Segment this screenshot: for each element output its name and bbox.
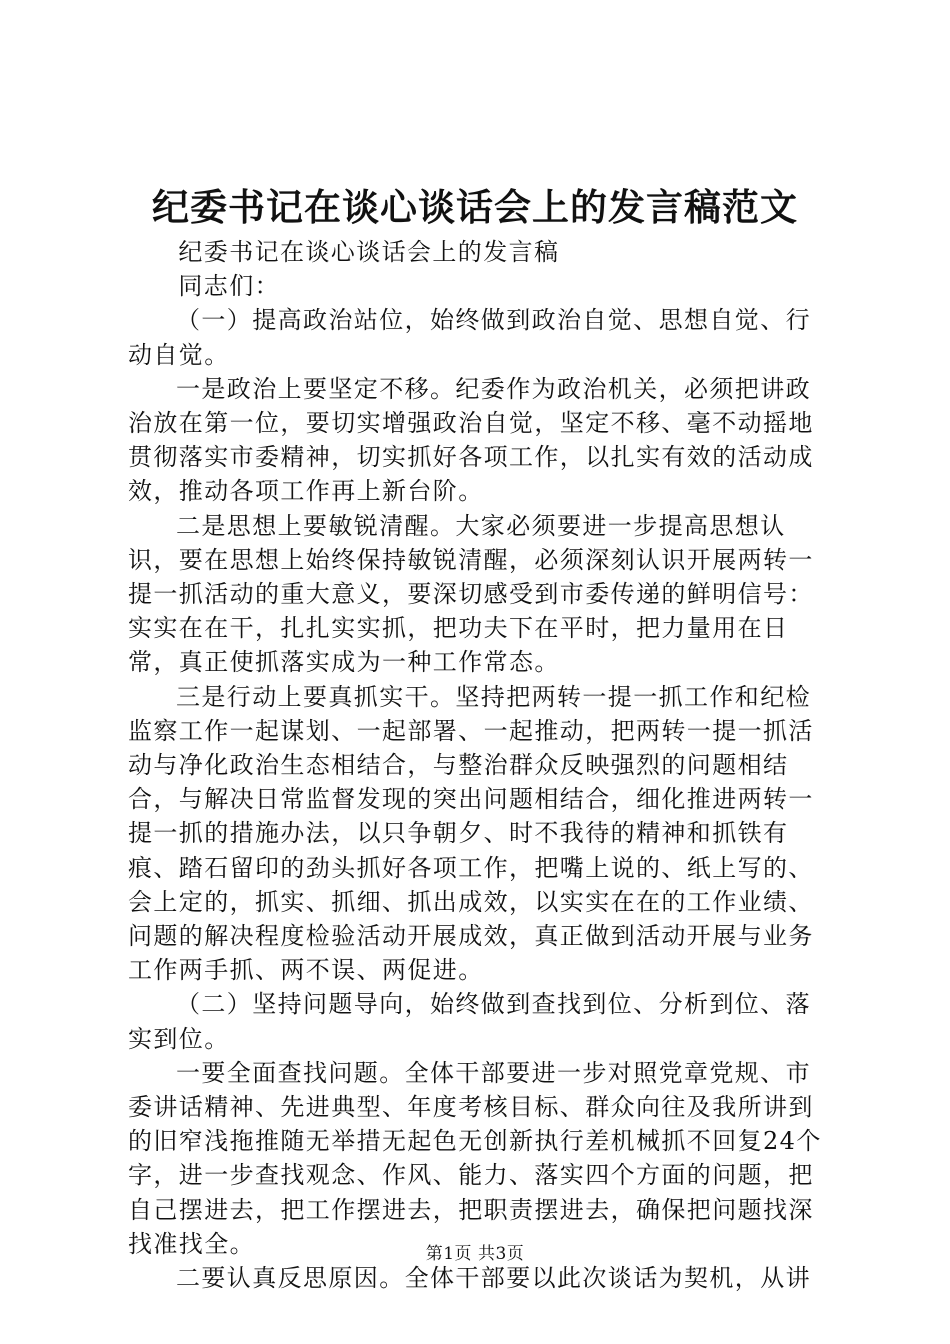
page-footer: 第1页 共3页 bbox=[425, 1244, 525, 1264]
paragraph-reflect-causes: 二要认真反思原因。全体干部要以此次谈话为契机，从讲 bbox=[176, 1264, 811, 1293]
salutation: 同志们： bbox=[178, 272, 280, 301]
document-title: 纪委书记在谈心谈话会上的发言稿范文 bbox=[152, 186, 798, 229]
section-heading-1: （一）提高政治站位，始终做到政治自觉、思想自觉、行动自觉。 bbox=[128, 306, 811, 369]
paragraph-action: 三是行动上要真抓实干。坚持把两转一提一抓工作和纪检监察工作一起谋划、一起部署、一起推动，把两转一提一抓活动与净化政治生态相结合，与整治群众反映强烈的问题相结合，与解决日常监督发现的突出问题相结合，细化推进两转一提一抓的措施办法，以只争朝夕、时不我待的精神和抓铁有痕、踏石留印的劲头抓好各项工作，把嘴上说的、纸上写的、会上定的，抓实、抓细、抓出成效，以实实在在的工作业绩、问题的解决程度检验活动开展成效，真正做到活动开展与业务工作两手抓、两不误、两促进。 bbox=[128, 682, 814, 985]
paragraph-thinking: 二是思想上要敏锐清醒。大家必须要进一步提高思想认识，要在思想上始终保持敏锐清醒，必须深刻认识开展两转一提一抓活动的重大意义，要深切感受到市委传递的鲜明信号：实实在在干，扎扎实实抓，把功夫下在平时，把力量用在日常，真正使抓落实成为一种工作常态。 bbox=[128, 511, 814, 677]
document-body bbox=[128, 235, 828, 1295]
speech-heading: 纪委书记在谈心谈话会上的发言稿 bbox=[178, 238, 560, 266]
paragraph-find-problems: 一要全面查找问题。全体干部要进一步对照党章党规、市委讲话精神、先进典型、年度考核目标、群众向往及我所讲到的旧窄浅拖推随无举措无起色无创新执行差机械抓不回复24个字，进一步查找观念、作风、能力、落实四个方面的问题，把自己摆进去，把工作摆进去，把职责摆进去，确保把问题找深找准找全。 bbox=[128, 1058, 822, 1258]
section-heading-2: （二）坚持问题导向，始终做到查找到位、分析到位、落实到位。 bbox=[128, 990, 811, 1053]
paragraph-political: 一是政治上要坚定不移。纪委作为政治机关，必须把讲政治放在第一位，要切实增强政治自觉，坚定不移、毫不动摇地贯彻落实市委精神，切实抓好各项工作，以扎实有效的活动成效，推动各项工作再上新台阶。 bbox=[128, 374, 814, 506]
